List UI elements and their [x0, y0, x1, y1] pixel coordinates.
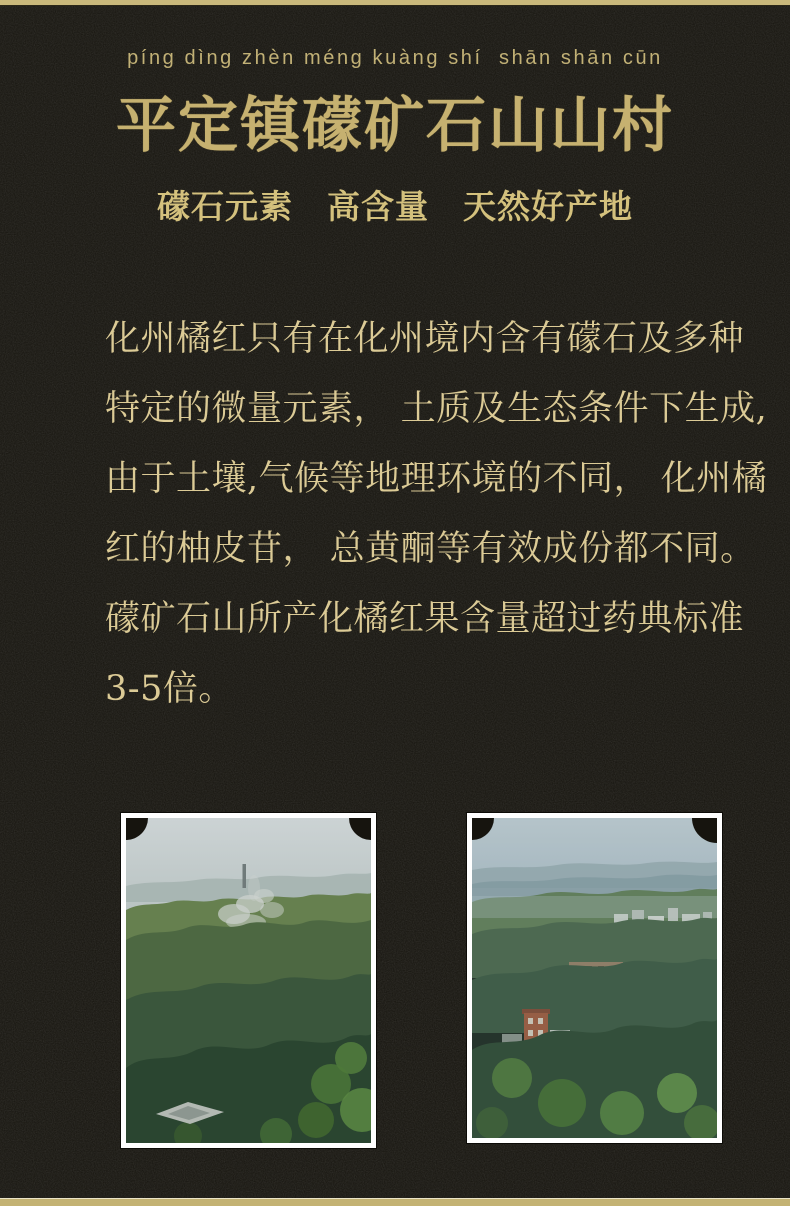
paragraph-line: 化州橘红只有在化州境内含有礞石及多种 [105, 319, 745, 359]
page-title: 平定镇礞矿石山山村 [116, 91, 674, 161]
paragraph-line: 礞矿石山所产化橘红果含量超过药典标准 [105, 599, 745, 639]
paragraph-line: 由于土壤,气候等地理环境的不同， 化州橘 [105, 459, 768, 499]
distant-chimney [243, 864, 247, 888]
pinyin-caption: píng dìng zhèn méng kuàng shí shān shān cūn [127, 47, 663, 69]
landscape-right-image [472, 818, 717, 1138]
top-border-bar [0, 0, 790, 6]
paragraph-line: 红的柚皮苷， 总黄酮等有效成份都不同。 [105, 529, 756, 569]
paragraph-line: 3-5倍。 [105, 669, 234, 709]
description-paragraph [105, 304, 768, 724]
landscape-photo-right [467, 813, 722, 1143]
paragraph-line: 特定的微量元素， 土质及生态条件下生成, [105, 389, 768, 429]
blue-haze-overlay [472, 818, 717, 1138]
bottom-border-bar [0, 1198, 790, 1206]
landscape-left-image [126, 818, 371, 1143]
landscape-photo-left [121, 813, 376, 1148]
selling-points-subtitle: 礞石元素 高含量 天然好产地 [157, 188, 633, 225]
